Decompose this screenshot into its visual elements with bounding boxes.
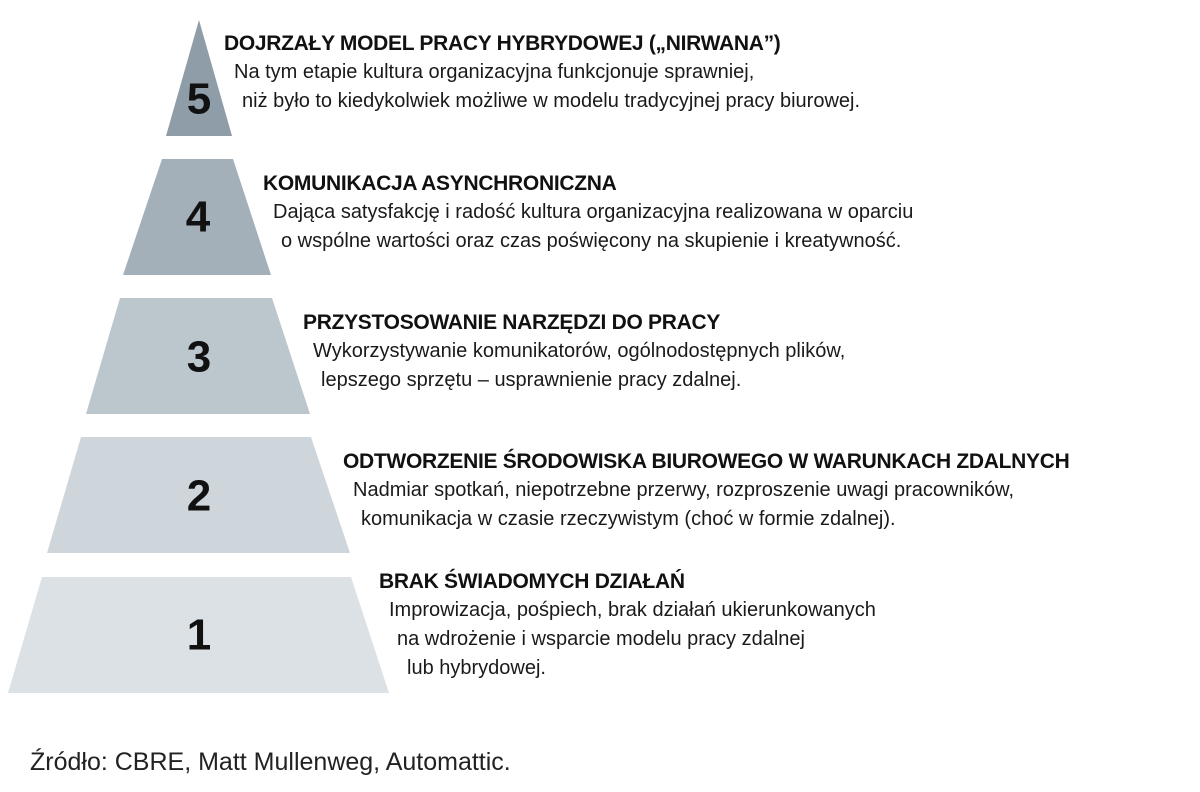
- tier-1-desc-line: Improwizacja, pośpiech, brak działań ukierunkowanych: [389, 599, 876, 621]
- tier-3-number: 3: [186, 332, 212, 382]
- tier-3-desc-line: lepszego sprzętu – usprawnienie pracy zdalnej.: [321, 369, 742, 391]
- tier-1-desc-line: lub hybrydowej.: [407, 657, 546, 679]
- tier-1-desc-line: na wdrożenie i wsparcie modelu pracy zdalnej: [397, 628, 805, 650]
- tier-4-desc-line: Dająca satysfakcję i radość kultura organizacyjna realizowana w oparciu: [273, 201, 914, 223]
- tier-4-number: 4: [185, 192, 211, 242]
- tier-1-description: [389, 596, 876, 683]
- tier-5-title: DOJRZAŁY MODEL PRACY HYBRYDOWEJ („NIRWANA”): [224, 32, 781, 55]
- tier-2-description: [353, 476, 1069, 534]
- tier-2-desc-line: Nadmiar spotkań, niepotrzebne przerwy, rozproszenie uwagi pracowników,: [353, 479, 1015, 501]
- tier-5-desc-line: niż było to kiedykolwiek możliwe w modelu tradycyjnej pracy biurowej.: [242, 90, 861, 112]
- tier-2-desc-line: komunikacja w czasie rzeczywistym (choć w formie zdalnej).: [361, 508, 896, 530]
- tier-5-number: 5: [186, 74, 212, 124]
- tier-1-text: [379, 568, 876, 683]
- tier-5-desc-line: Na tym etapie kultura organizacyjna funkcjonuje sprawniej,: [234, 61, 755, 83]
- tier-3-title: PRZYSTOSOWANIE NARZĘDZI DO PRACY: [303, 311, 721, 334]
- tier-5-text: [224, 30, 860, 116]
- tier-3-description: [313, 337, 845, 395]
- tier-3-desc-line: Wykorzystywanie komunikatorów, ogólnodostępnych plików,: [313, 340, 846, 362]
- tier-5-description: [234, 58, 860, 116]
- tier-2-number: 2: [186, 471, 212, 521]
- tier-1-number: 1: [186, 610, 212, 660]
- tier-4-desc-line: o wspólne wartości oraz czas poświęcony na skupienie i kreatywność.: [281, 230, 902, 252]
- tier-2-text: [343, 448, 1069, 534]
- source-note: Źródło: CBRE, Matt Mullenweg, Automattic.: [30, 748, 511, 776]
- tier-4-text: [263, 170, 913, 256]
- tier-1-title: BRAK ŚWIADOMYCH DZIAŁAŃ: [379, 570, 685, 593]
- tier-3-text: [303, 309, 845, 395]
- tier-4-title: KOMUNIKACJA ASYNCHRONICZNA: [263, 172, 617, 195]
- tier-2-title: ODTWORZENIE ŚRODOWISKA BIUROWEGO W WARUNKACH ZDALNYCH: [343, 450, 1070, 473]
- tier-4-description: [273, 198, 913, 256]
